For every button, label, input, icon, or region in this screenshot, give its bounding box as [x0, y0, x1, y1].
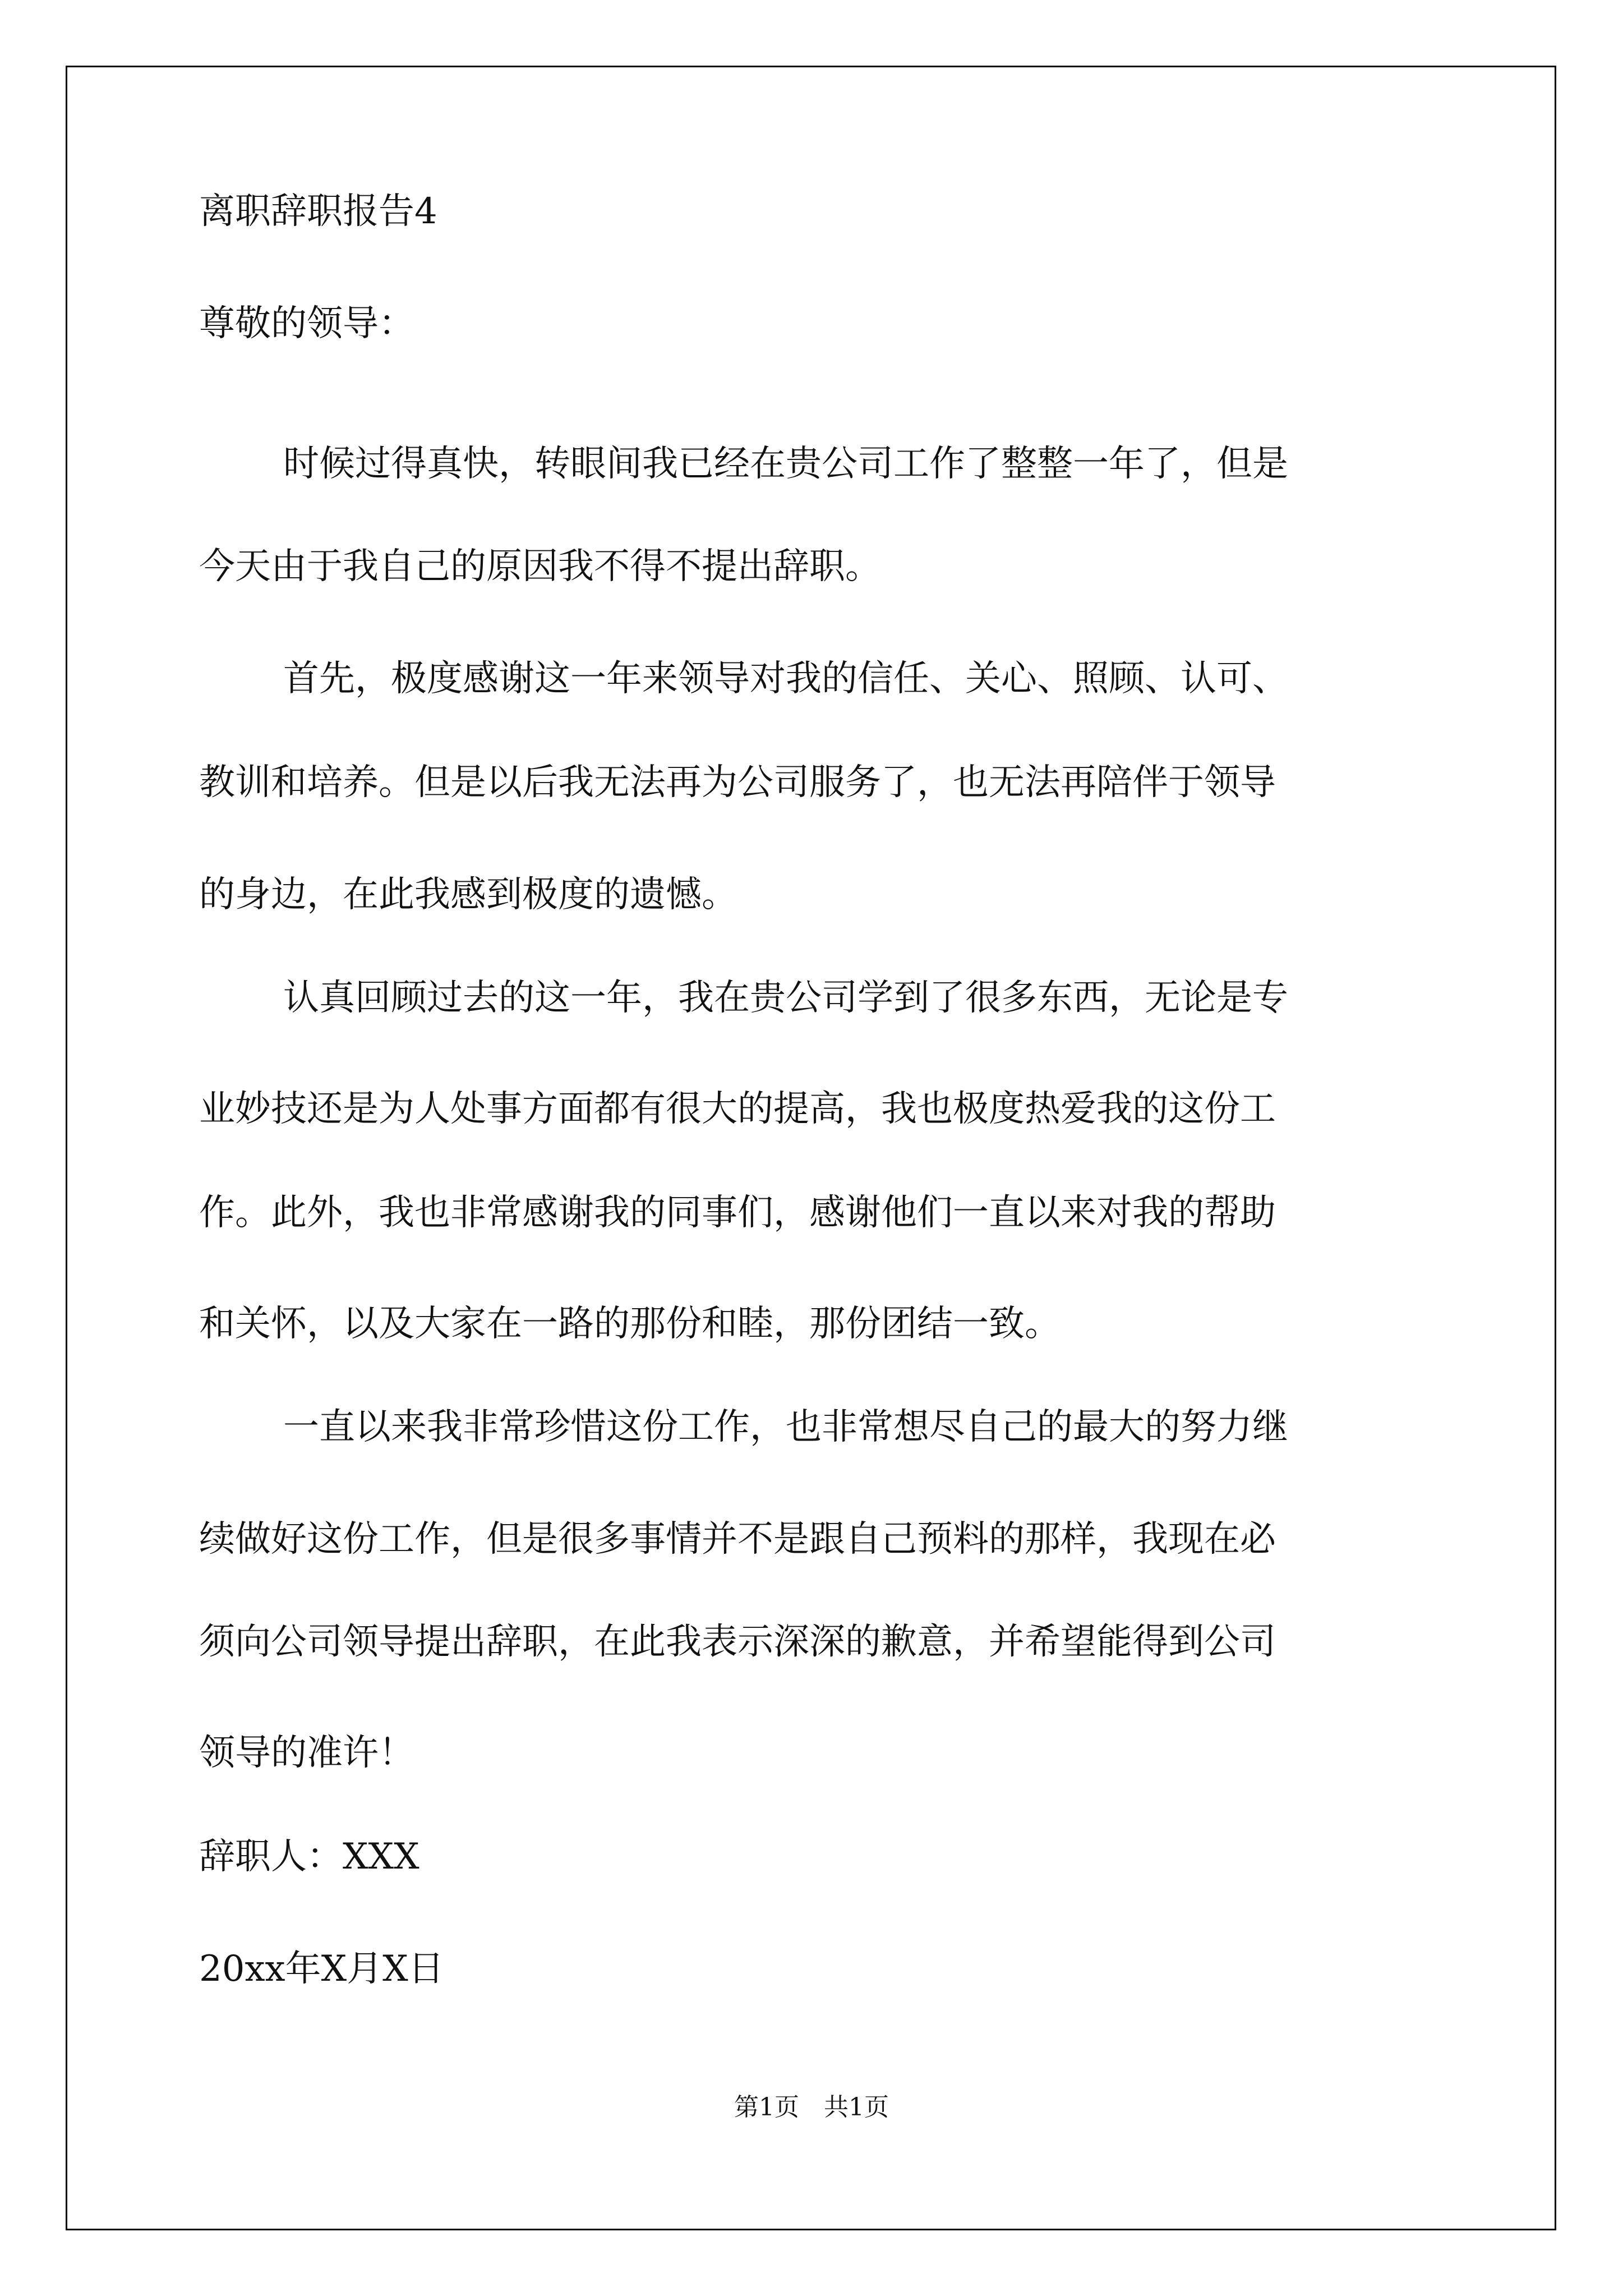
signature: 辞职人：XXX	[199, 1836, 419, 1878]
paragraph-1-line-2: 今天由于我自己的原因我不得不提出辞职。	[199, 546, 881, 587]
paragraph-2-line-1: 首先，极度感谢这一年来领导对我的信任、关心、照顾、认可、	[283, 658, 1288, 700]
paragraph-2-line-2: 教训和培养。但是以后我无法再为公司服务了，也无法再陪伴于领导	[199, 762, 1276, 803]
paragraph-3-line-1: 认真回顾过去的这一年，我在贵公司学到了很多东西，无论是专	[283, 977, 1288, 1019]
paragraph-3-line-4: 和关怀，以及大家在一路的那份和睦，那份团结一致。	[199, 1303, 1061, 1345]
salutation: 尊敬的领导：	[199, 303, 414, 344]
page-border	[66, 66, 1556, 2230]
paragraph-4-line-3: 须向公司领导提出辞职，在此我表示深深的歉意，并希望能得到公司	[199, 1621, 1276, 1663]
date: 20xx年X月X日	[199, 1948, 444, 1990]
paragraph-3-line-2: 业妙技还是为人处事方面都有很大的提高，我也极度热爱我的这份工	[199, 1088, 1276, 1130]
paragraph-3-line-3: 作。此外，我也非常感谢我的同事们，感谢他们一直以来对我的帮助	[199, 1192, 1276, 1234]
document-title: 离职辞职报告4	[199, 191, 437, 232]
paragraph-1-line-1: 时候过得真快，转眼间我已经在贵公司工作了整整一年了，但是	[283, 443, 1288, 485]
paragraph-2-line-3: 的身边，在此我感到极度的遗憾。	[199, 874, 737, 915]
paragraph-4-line-1: 一直以来我非常珍惜这份工作，也非常想尽自己的最大的努力继	[283, 1406, 1288, 1448]
page-footer: 第1页 共1页	[734, 2093, 889, 2122]
paragraph-4-line-4: 领导的准许！	[199, 1732, 414, 1774]
paragraph-4-line-2: 续做好这份工作，但是很多事情并不是跟自己预料的那样，我现在必	[199, 1519, 1276, 1560]
